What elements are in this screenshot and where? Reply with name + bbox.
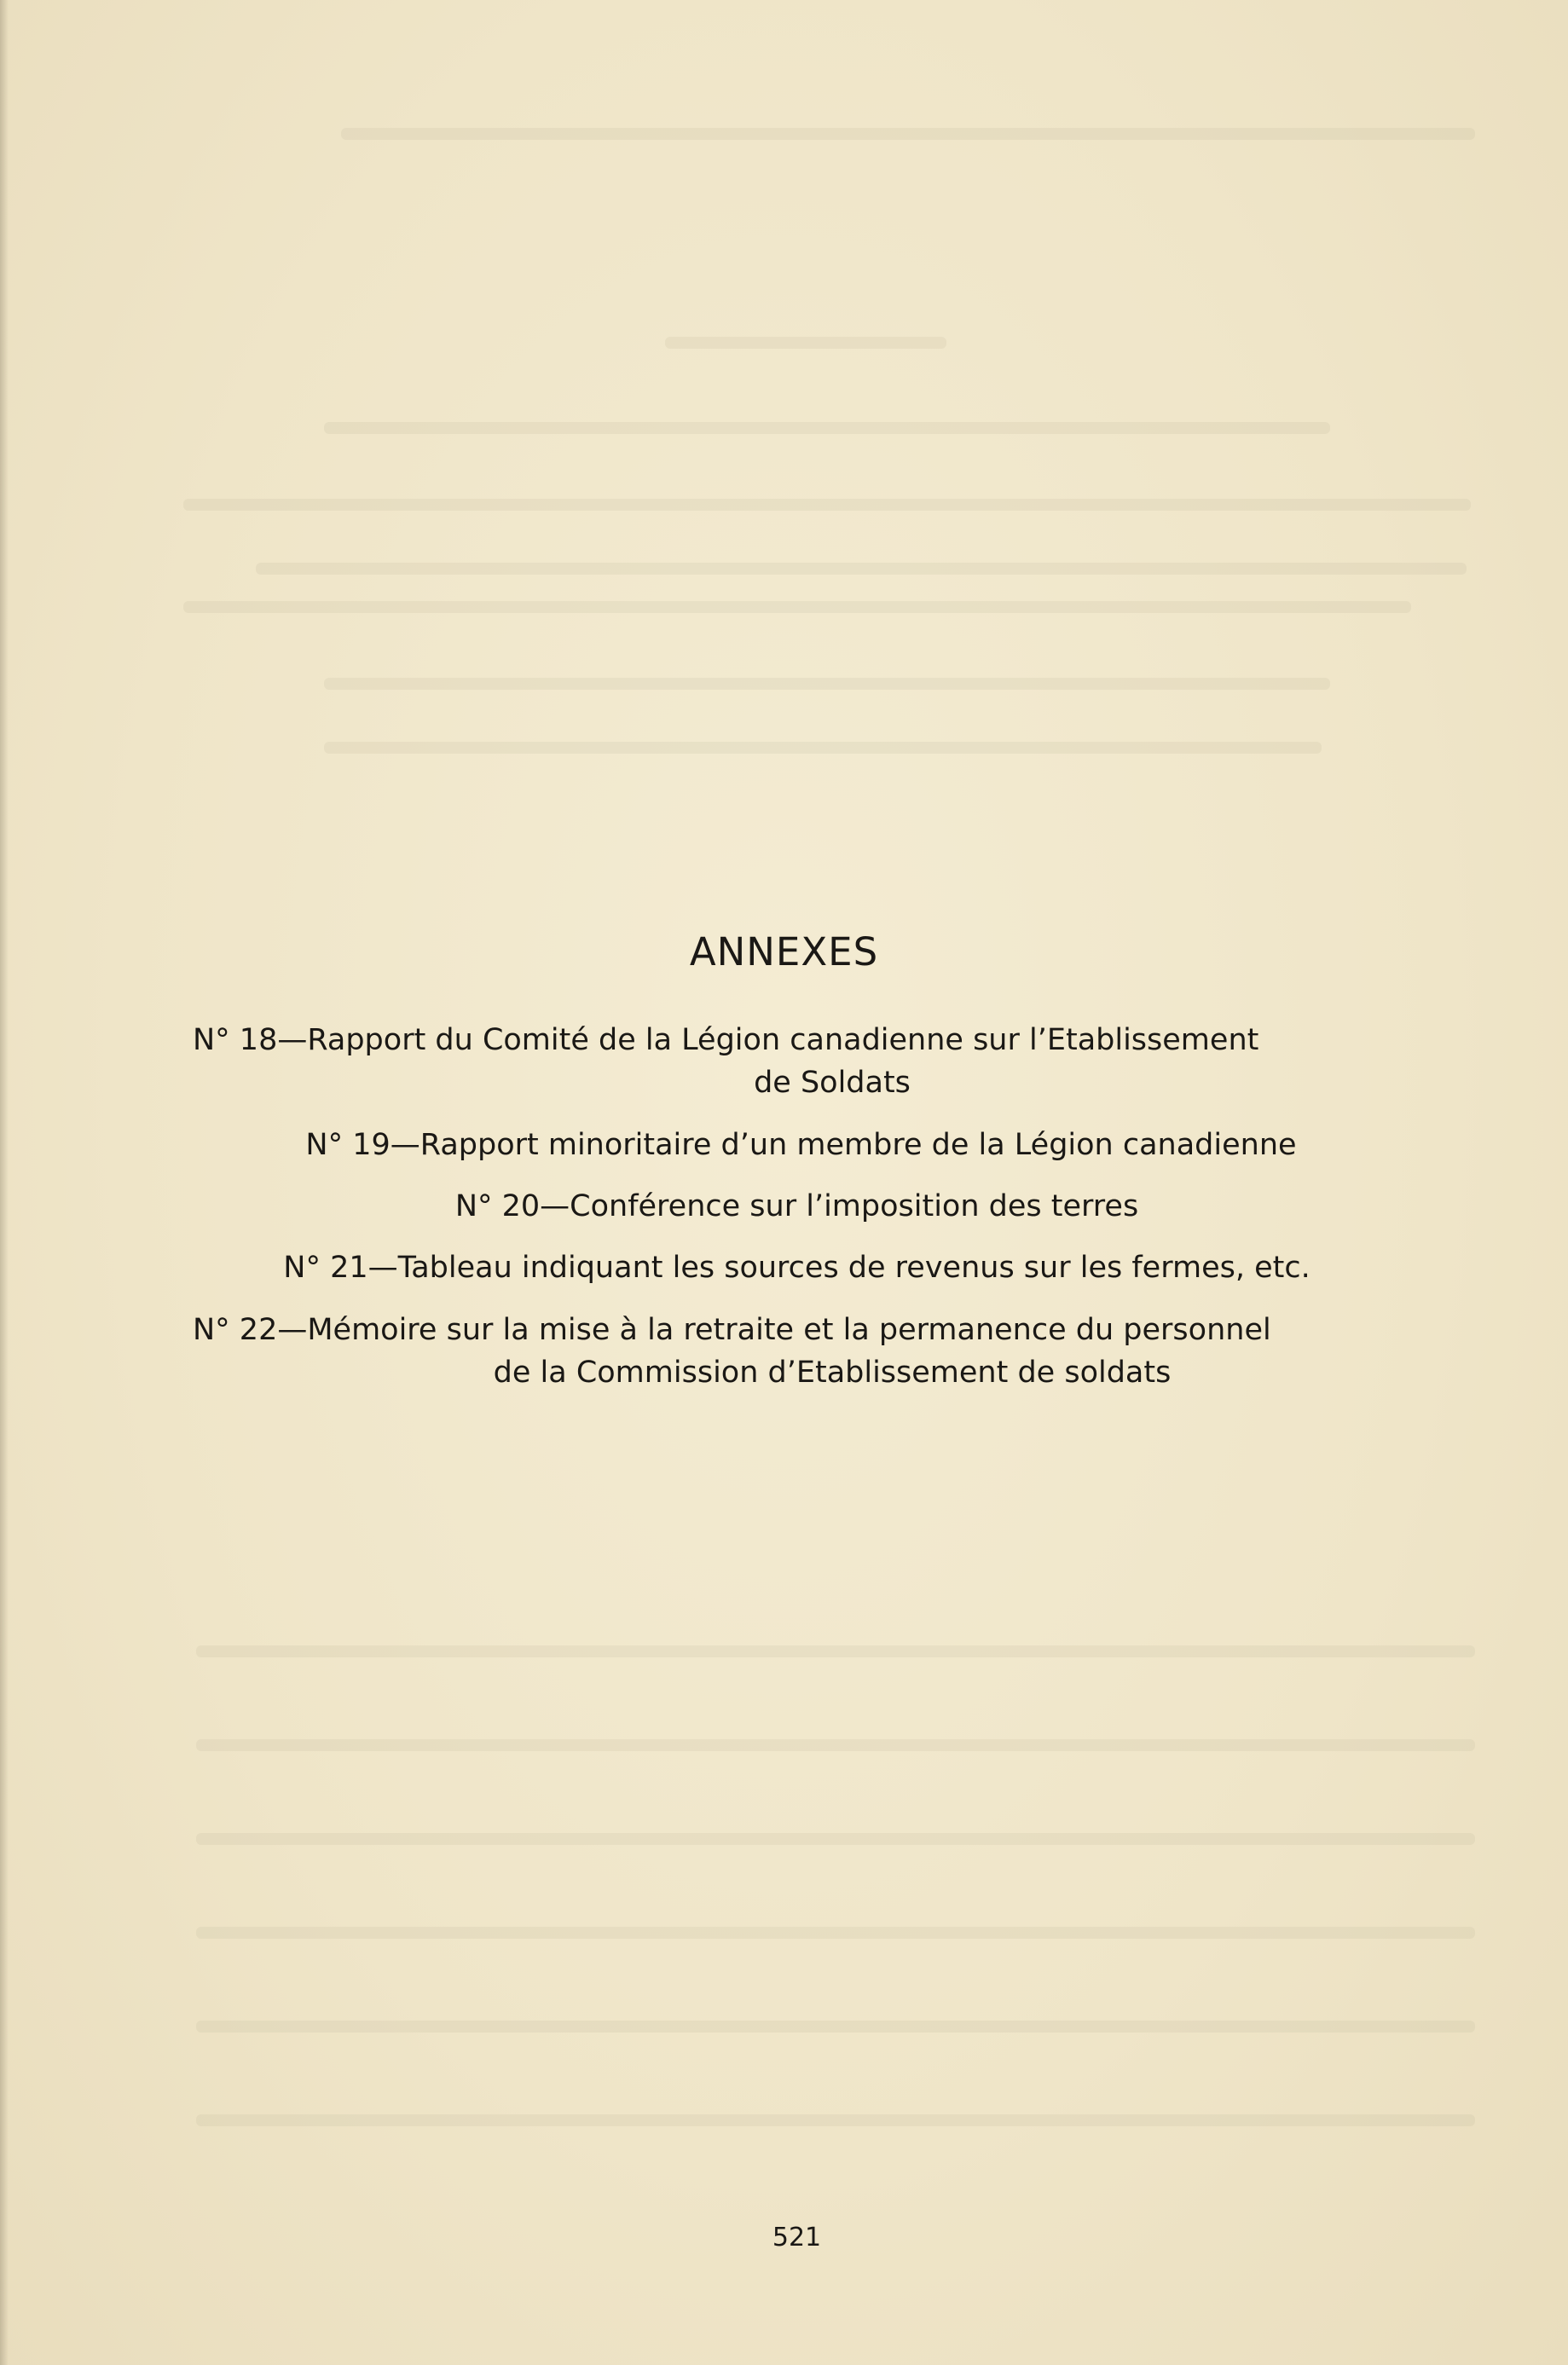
- annex-entry-text: N° 21—Tableau indiquant les sources de revenus sur les fermes, etc.: [283, 1251, 1311, 1285]
- annex-entry-22: [193, 1309, 1472, 1394]
- show-through-line: [256, 563, 1467, 575]
- annex-entry-text: N° 22—Mémoire sur la mise à la retraite et la permanence du personnel: [193, 1313, 1271, 1347]
- show-through-line: [196, 1645, 1475, 1657]
- show-through-line: [196, 1833, 1475, 1845]
- annex-entry-continuation: de Soldats: [754, 1066, 911, 1100]
- annex-entry-18: [193, 1019, 1472, 1104]
- annex-entry-19: [0, 1124, 1568, 1166]
- show-through-line: [324, 742, 1322, 754]
- show-through-line: [324, 678, 1330, 690]
- annex-entry-20: [0, 1185, 1568, 1228]
- show-through-line: [196, 2021, 1475, 2033]
- annex-entry-text: N° 19—Rapport minoritaire d’un membre de la Légion canadienne: [305, 1128, 1297, 1162]
- show-through-line: [183, 601, 1411, 613]
- show-through-line: [196, 1739, 1475, 1751]
- page-title: ANNEXES: [689, 929, 879, 974]
- show-through-line: [324, 422, 1330, 434]
- show-through-line: [341, 128, 1475, 140]
- show-through-line: [196, 2114, 1475, 2126]
- annex-entry-continuation: de la Commission d’Etablissement de soldats: [493, 1356, 1172, 1390]
- annex-entry-21: [0, 1246, 1568, 1289]
- page-number: 521: [772, 2223, 822, 2252]
- annex-entry-text: N° 20—Conférence sur l’imposition des terres: [454, 1189, 1139, 1223]
- annex-entry-text: N° 18—Rapport du Comité de la Légion canadienne sur l’Etablissement: [193, 1023, 1259, 1057]
- show-through-line: [665, 337, 946, 349]
- page-edge-shadow: [0, 0, 9, 2365]
- show-through-line: [183, 499, 1471, 511]
- show-through-line: [196, 1927, 1475, 1939]
